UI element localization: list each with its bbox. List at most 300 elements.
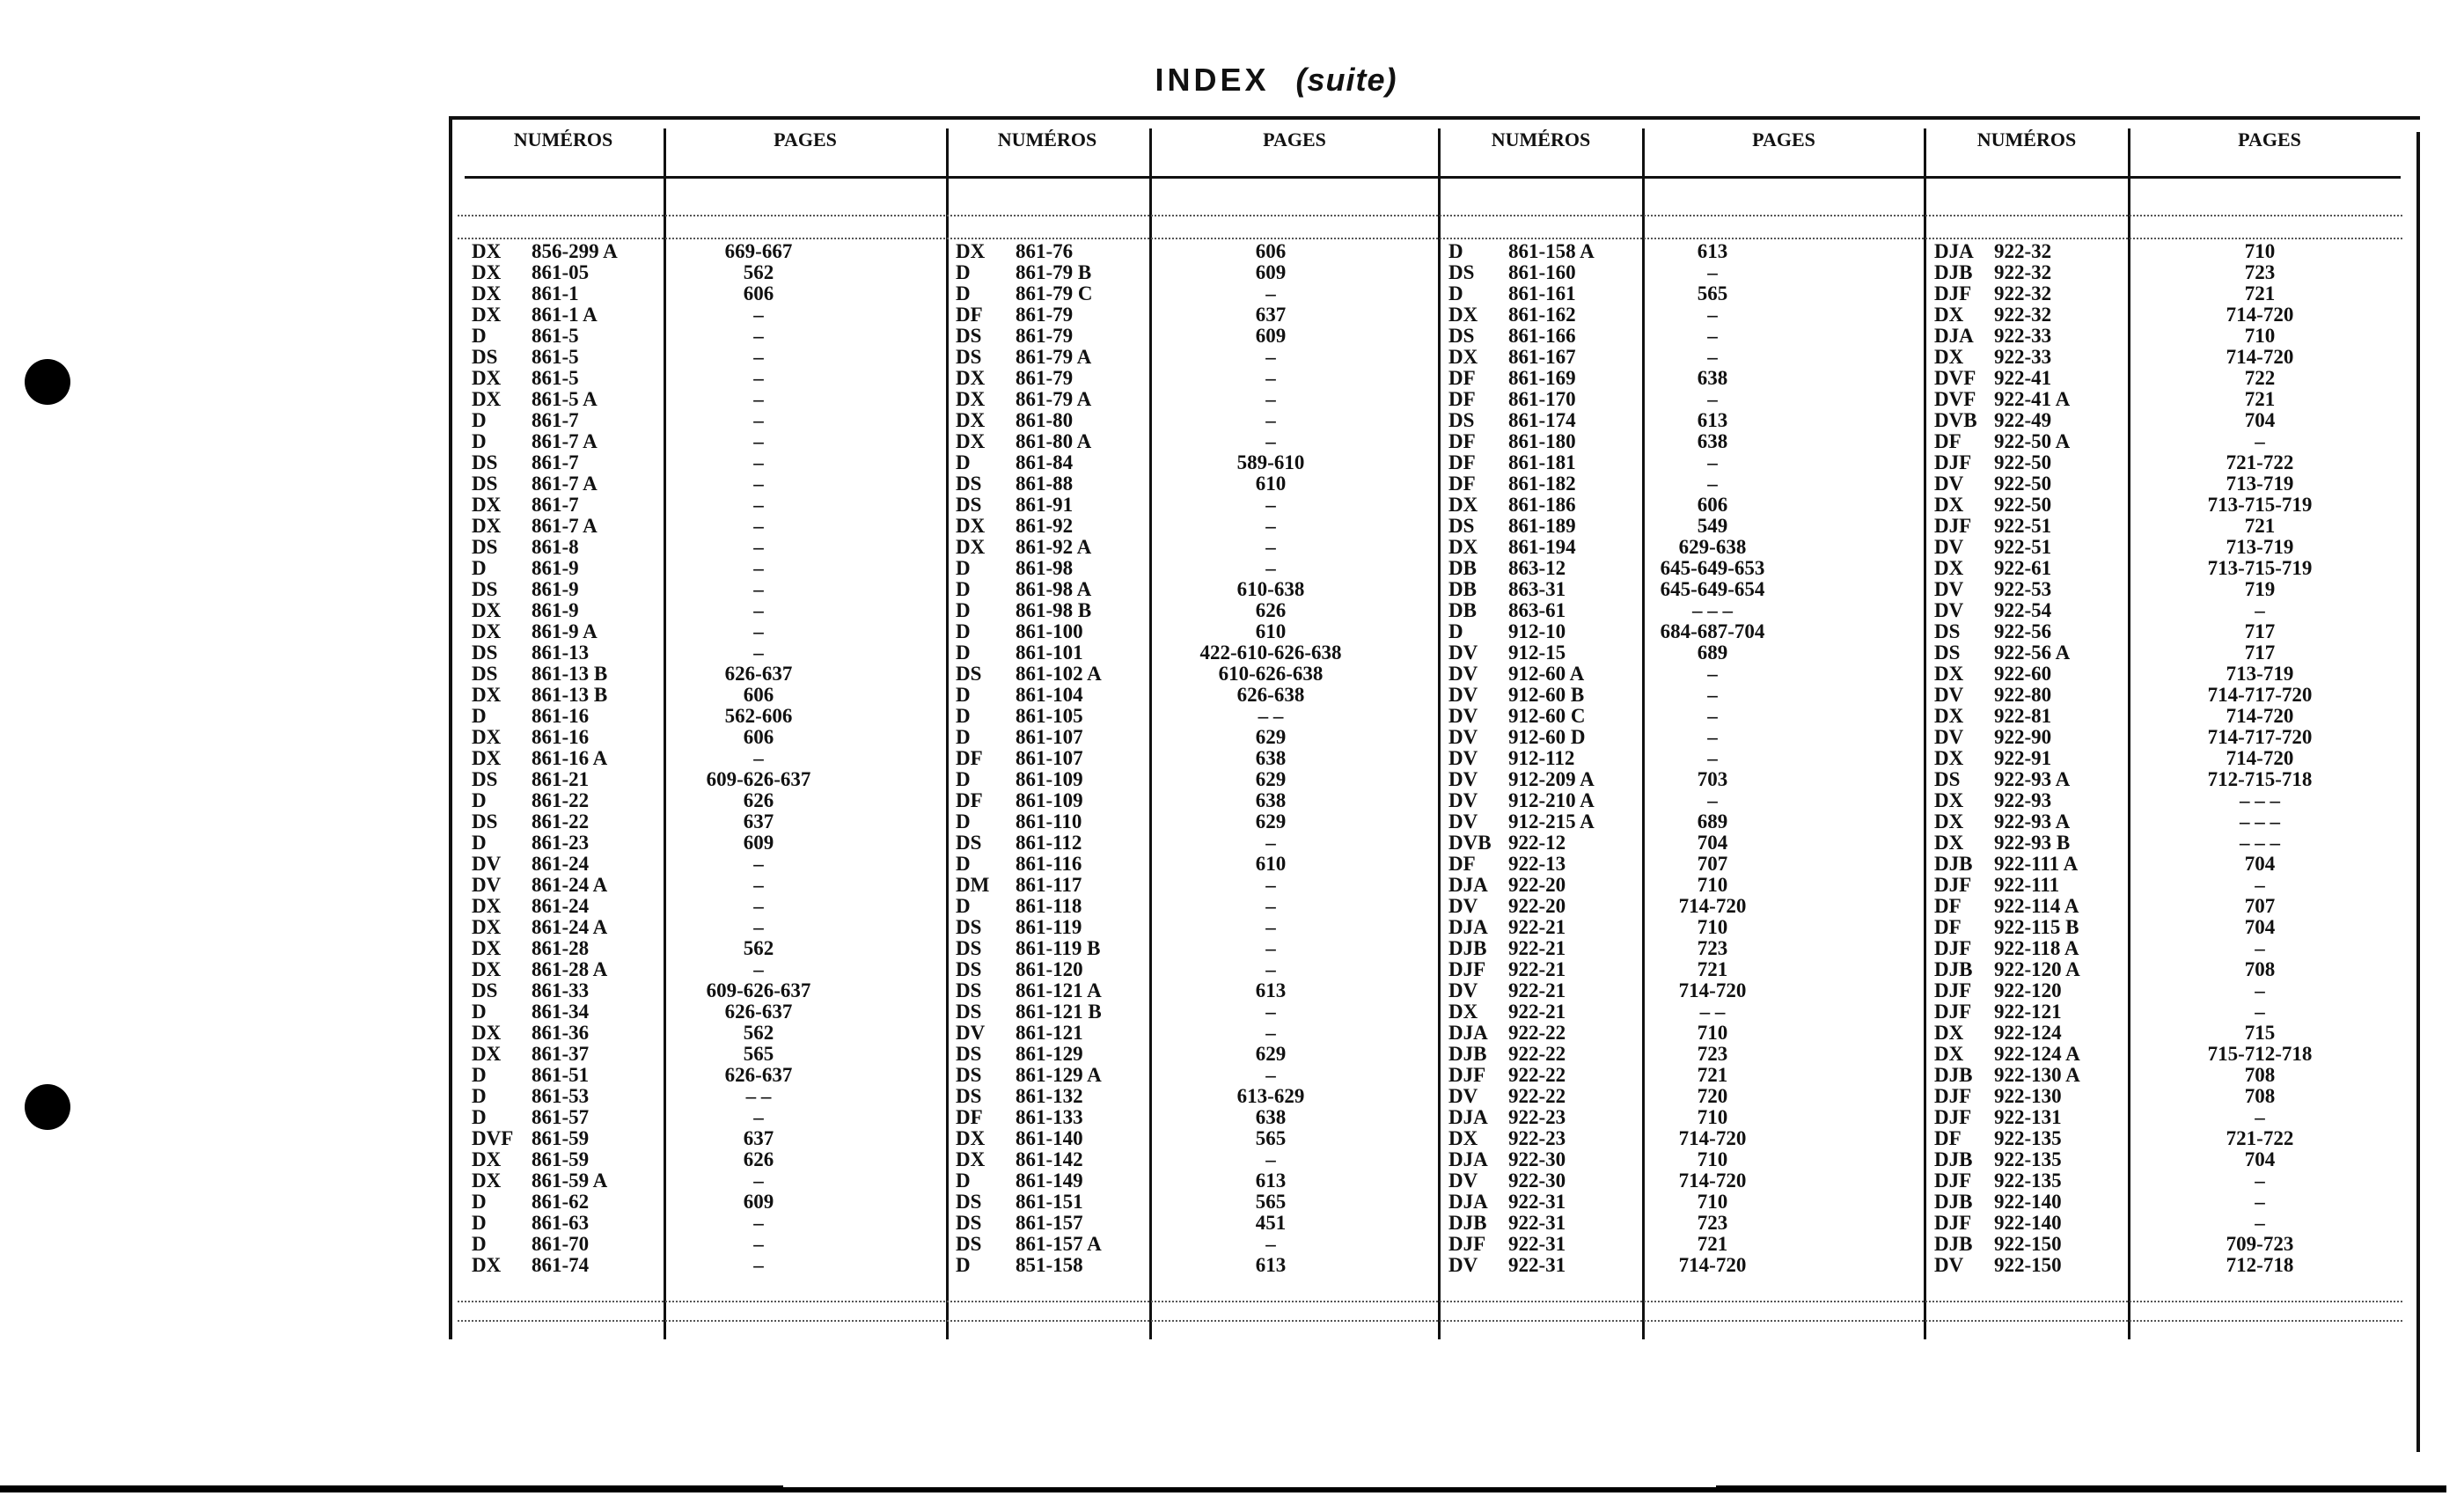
index-pages: 714-720 bbox=[2226, 346, 2294, 368]
index-number: 861-121 A bbox=[1016, 979, 1102, 1001]
index-row bbox=[1934, 410, 2409, 431]
index-row bbox=[1448, 642, 1924, 664]
index-pages: 562-606 bbox=[724, 705, 793, 727]
index-column-1 bbox=[472, 241, 947, 1276]
index-number: 861-79 bbox=[1016, 304, 1074, 326]
index-row bbox=[1934, 283, 2409, 304]
index-row bbox=[956, 1234, 1431, 1255]
index-number: 912-60 C bbox=[1508, 705, 1586, 727]
index-prefix: DF bbox=[1934, 895, 1962, 917]
index-number: 861-34 bbox=[532, 1001, 590, 1023]
index-number: 922-21 bbox=[1508, 958, 1566, 980]
index-pages: 606 bbox=[1255, 240, 1287, 262]
index-pages: – bbox=[2255, 1191, 2265, 1213]
index-number: 922-60 bbox=[1994, 663, 2052, 685]
index-row bbox=[1934, 685, 2409, 706]
index-number: 861-7 bbox=[532, 451, 579, 473]
index-pages: – bbox=[1707, 304, 1718, 326]
index-row bbox=[956, 1065, 1431, 1086]
index-pages: – bbox=[1265, 346, 1276, 368]
index-row bbox=[956, 452, 1431, 473]
index-prefix: DS bbox=[956, 958, 982, 980]
table-top-rule bbox=[449, 116, 2420, 120]
index-pages: 713-719 bbox=[2226, 473, 2294, 495]
index-pages: – bbox=[1707, 747, 1718, 769]
index-prefix: D bbox=[1448, 620, 1463, 642]
index-pages: 710 bbox=[2244, 240, 2276, 262]
index-pages: – bbox=[1707, 789, 1718, 811]
index-row bbox=[1448, 600, 1924, 621]
index-number: 922-12 bbox=[1508, 832, 1566, 854]
index-pages: 704 bbox=[2244, 916, 2276, 938]
index-pages: 703 bbox=[1697, 768, 1728, 790]
index-row bbox=[956, 326, 1431, 347]
index-pages: – – – bbox=[2240, 789, 2280, 811]
index-pages: 629 bbox=[1255, 810, 1287, 832]
index-pages: – bbox=[753, 1233, 764, 1255]
index-number: 861-182 bbox=[1508, 473, 1576, 495]
index-pages: 720 bbox=[1697, 1085, 1728, 1107]
header-rule bbox=[465, 176, 2401, 179]
index-number: 861-162 bbox=[1508, 304, 1576, 326]
index-prefix: DS bbox=[472, 346, 498, 368]
index-prefix: DF bbox=[1448, 430, 1476, 452]
index-pages: – bbox=[753, 958, 764, 980]
index-number: 861-189 bbox=[1508, 515, 1576, 537]
index-number: 922-21 bbox=[1508, 937, 1566, 959]
index-pages: 713-715-719 bbox=[2207, 494, 2313, 516]
index-pages: 626-637 bbox=[724, 1001, 793, 1023]
index-row bbox=[1934, 811, 2409, 832]
index-prefix: DF bbox=[1934, 1127, 1962, 1149]
index-prefix: DX bbox=[956, 240, 986, 262]
index-row bbox=[1934, 368, 2409, 389]
index-number: 922-118 A bbox=[1994, 937, 2079, 959]
index-number: 861-109 bbox=[1016, 768, 1083, 790]
index-prefix: DS bbox=[956, 663, 982, 685]
index-pages: – bbox=[753, 430, 764, 452]
index-row bbox=[956, 241, 1431, 262]
index-prefix: DX bbox=[1448, 1127, 1478, 1149]
index-row bbox=[472, 727, 947, 748]
index-number: 861-13 B bbox=[532, 663, 608, 685]
index-pages: – bbox=[1265, 557, 1276, 579]
index-prefix: DJA bbox=[1448, 1022, 1488, 1044]
index-prefix: D bbox=[956, 578, 971, 600]
index-row bbox=[1934, 1086, 2409, 1107]
index-prefix: DX bbox=[1934, 1043, 1964, 1065]
index-prefix: D bbox=[956, 261, 971, 283]
index-pages: – bbox=[753, 409, 764, 431]
index-prefix: DX bbox=[1934, 557, 1964, 579]
index-row bbox=[472, 558, 947, 579]
index-number: 861-5 bbox=[532, 346, 579, 368]
index-prefix: DX bbox=[1934, 747, 1964, 769]
index-pages: 714-717-720 bbox=[2207, 684, 2313, 706]
dotted-rule bbox=[458, 238, 2402, 239]
index-number: 861-169 bbox=[1508, 367, 1576, 389]
index-number: 922-20 bbox=[1508, 895, 1566, 917]
index-prefix: DJF bbox=[1934, 979, 1972, 1001]
index-prefix: DS bbox=[1448, 515, 1475, 537]
index-pages: 626-638 bbox=[1236, 684, 1305, 706]
index-prefix: D bbox=[956, 895, 971, 917]
index-row bbox=[956, 579, 1431, 600]
index-row bbox=[1934, 769, 2409, 790]
index-number: 851-158 bbox=[1016, 1254, 1083, 1276]
index-row bbox=[1448, 283, 1924, 304]
index-number: 861-151 bbox=[1016, 1191, 1083, 1213]
index-prefix: DX bbox=[956, 367, 986, 389]
index-number: 861-140 bbox=[1016, 1127, 1083, 1149]
index-pages: 565 bbox=[1255, 1127, 1287, 1149]
index-prefix: DX bbox=[1448, 1001, 1478, 1023]
index-row bbox=[472, 389, 947, 410]
index-number: 861-59 bbox=[532, 1127, 590, 1149]
index-row bbox=[1934, 600, 2409, 621]
index-prefix: D bbox=[956, 684, 971, 706]
index-row bbox=[1448, 1149, 1924, 1170]
index-pages: 723 bbox=[1697, 937, 1728, 959]
index-pages: 606 bbox=[743, 684, 774, 706]
index-pages: – bbox=[1265, 937, 1276, 959]
index-row bbox=[1448, 938, 1924, 959]
index-prefix: DV bbox=[1448, 1085, 1478, 1107]
index-number: 861-5 bbox=[532, 325, 579, 347]
index-pages: – bbox=[753, 874, 764, 896]
index-prefix: DF bbox=[956, 304, 983, 326]
index-row bbox=[1448, 389, 1924, 410]
index-number: 861-107 bbox=[1016, 747, 1083, 769]
index-pages: – bbox=[1265, 874, 1276, 896]
index-number: 863-12 bbox=[1508, 557, 1566, 579]
index-pages: 719 bbox=[2244, 578, 2276, 600]
index-number: 861-79 B bbox=[1016, 261, 1092, 283]
index-number: 863-31 bbox=[1508, 578, 1566, 600]
index-number: 922-32 bbox=[1994, 240, 2052, 262]
index-pages: 710 bbox=[1697, 874, 1728, 896]
index-number: 861-116 bbox=[1016, 853, 1082, 875]
index-row bbox=[1934, 1128, 2409, 1149]
index-number: 922-22 bbox=[1508, 1022, 1566, 1044]
index-prefix: DJF bbox=[1934, 1106, 1972, 1128]
index-pages: 609 bbox=[743, 832, 774, 854]
index-pages: 714-720 bbox=[2226, 747, 2294, 769]
index-pages: 626-637 bbox=[724, 663, 793, 685]
index-number: 861-121 B bbox=[1016, 1001, 1102, 1023]
index-pages: 714-720 bbox=[1678, 979, 1747, 1001]
index-pages: 717 bbox=[2244, 620, 2276, 642]
index-prefix: DX bbox=[956, 1148, 986, 1170]
index-number: 912-209 A bbox=[1508, 768, 1595, 790]
index-number: 912-15 bbox=[1508, 642, 1566, 664]
index-prefix: DV bbox=[1448, 684, 1478, 706]
index-row bbox=[1934, 1213, 2409, 1234]
index-number: 861-181 bbox=[1508, 451, 1576, 473]
index-pages: 708 bbox=[2244, 1085, 2276, 1107]
index-number: 922-41 A bbox=[1994, 388, 2071, 410]
index-number: 861-133 bbox=[1016, 1106, 1083, 1128]
index-number: 912-210 A bbox=[1508, 789, 1595, 811]
dotted-rule bbox=[458, 215, 2402, 216]
index-pages: – bbox=[753, 346, 764, 368]
index-row bbox=[472, 959, 947, 980]
index-prefix: DV bbox=[1448, 747, 1478, 769]
index-prefix: DV bbox=[472, 874, 502, 896]
index-row bbox=[472, 706, 947, 727]
index-prefix: DX bbox=[472, 1148, 502, 1170]
index-row bbox=[1934, 896, 2409, 917]
index-row bbox=[956, 938, 1431, 959]
index-number: 861-98 A bbox=[1016, 578, 1092, 600]
index-pages: 613 bbox=[1697, 240, 1728, 262]
index-row bbox=[1934, 1192, 2409, 1213]
index-prefix: DJB bbox=[1448, 1043, 1487, 1065]
index-prefix: DF bbox=[956, 789, 983, 811]
index-number: 861-24 A bbox=[532, 874, 608, 896]
index-row bbox=[1448, 241, 1924, 262]
index-prefix: DS bbox=[956, 473, 982, 495]
index-pages: – bbox=[753, 515, 764, 537]
index-pages: – – – bbox=[2240, 810, 2280, 832]
index-row bbox=[1448, 473, 1924, 495]
index-prefix: DVF bbox=[1934, 388, 1976, 410]
index-prefix: DF bbox=[1448, 388, 1476, 410]
index-pages: – – – bbox=[1692, 599, 1733, 621]
index-row bbox=[956, 685, 1431, 706]
index-prefix: DX bbox=[1934, 663, 1964, 685]
index-pages: 610 bbox=[1255, 473, 1287, 495]
index-prefix: DJB bbox=[1934, 853, 1973, 875]
index-row bbox=[1448, 326, 1924, 347]
index-row bbox=[956, 1023, 1431, 1044]
index-pages: 721 bbox=[1697, 1233, 1728, 1255]
index-pages: – bbox=[1265, 282, 1276, 304]
header-numeros-2: NUMÉROS bbox=[997, 128, 1097, 150]
index-pages: 721-722 bbox=[2226, 1127, 2294, 1149]
index-row bbox=[1448, 1023, 1924, 1044]
index-prefix: D bbox=[1448, 282, 1463, 304]
index-row bbox=[472, 1086, 947, 1107]
index-prefix: DJB bbox=[1934, 261, 1973, 283]
index-row bbox=[956, 473, 1431, 495]
index-prefix: DJF bbox=[1934, 1085, 1972, 1107]
index-prefix: DX bbox=[472, 515, 502, 537]
index-prefix: DS bbox=[472, 451, 498, 473]
index-number: 861-7 bbox=[532, 409, 579, 431]
index-prefix: DJF bbox=[1448, 958, 1486, 980]
index-pages: – bbox=[753, 494, 764, 516]
index-number: 922-135 bbox=[1994, 1127, 2062, 1149]
index-row bbox=[1448, 1044, 1924, 1065]
index-prefix: D bbox=[956, 726, 971, 748]
index-row bbox=[1448, 748, 1924, 769]
index-pages: 638 bbox=[1255, 789, 1287, 811]
index-number: 922-130 A bbox=[1994, 1064, 2080, 1086]
index-pages: – bbox=[753, 304, 764, 326]
index-pages: 707 bbox=[2244, 895, 2276, 917]
header-pages-3: PAGES bbox=[1752, 128, 1815, 150]
index-number: 861-80 bbox=[1016, 409, 1074, 431]
index-number: 861-24 A bbox=[532, 916, 608, 938]
index-row bbox=[956, 389, 1431, 410]
index-number: 922-115 B bbox=[1994, 916, 2079, 938]
index-row bbox=[1934, 389, 2409, 410]
index-pages: – bbox=[1707, 261, 1718, 283]
index-number: 861-9 bbox=[532, 578, 579, 600]
index-pages: 609 bbox=[1255, 261, 1287, 283]
index-pages: – bbox=[753, 388, 764, 410]
index-number: 861-16 bbox=[532, 705, 590, 727]
index-number: 863-61 bbox=[1508, 599, 1566, 621]
index-prefix: DX bbox=[956, 536, 986, 558]
index-number: 861-107 bbox=[1016, 726, 1083, 748]
index-row bbox=[956, 1001, 1431, 1023]
index-row bbox=[472, 917, 947, 938]
index-prefix: DX bbox=[472, 1043, 502, 1065]
index-pages: 613-629 bbox=[1236, 1085, 1305, 1107]
index-prefix: DV bbox=[1934, 599, 1964, 621]
index-prefix: DVB bbox=[1934, 409, 1977, 431]
index-row bbox=[956, 1044, 1431, 1065]
index-row bbox=[1934, 326, 2409, 347]
index-row bbox=[1448, 980, 1924, 1001]
index-number: 861-21 bbox=[532, 768, 590, 790]
index-pages: 606 bbox=[1697, 494, 1728, 516]
index-prefix: DJF bbox=[1448, 1064, 1486, 1086]
index-row bbox=[1934, 621, 2409, 642]
index-prefix: DS bbox=[956, 1001, 982, 1023]
index-prefix: DJF bbox=[1934, 1170, 1972, 1192]
index-number: 922-114 A bbox=[1994, 895, 2079, 917]
index-pages: 689 bbox=[1697, 642, 1728, 664]
index-row bbox=[1448, 875, 1924, 896]
index-number: 861-1 bbox=[532, 282, 579, 304]
index-number: 922-50 bbox=[1994, 494, 2052, 516]
index-prefix: DJA bbox=[1934, 240, 1974, 262]
index-number: 861-88 bbox=[1016, 473, 1074, 495]
index-row bbox=[472, 875, 947, 896]
index-prefix: D bbox=[472, 832, 487, 854]
index-row bbox=[956, 410, 1431, 431]
index-row bbox=[472, 1192, 947, 1213]
index-prefix: DV bbox=[1448, 979, 1478, 1001]
index-row bbox=[1934, 727, 2409, 748]
page-title bbox=[0, 62, 2464, 99]
index-prefix: DVB bbox=[1448, 832, 1492, 854]
index-prefix: DX bbox=[1448, 536, 1478, 558]
index-row bbox=[472, 516, 947, 537]
index-number: 861-194 bbox=[1508, 536, 1576, 558]
index-number: 922-150 bbox=[1994, 1233, 2062, 1255]
index-row bbox=[472, 579, 947, 600]
index-prefix: DV bbox=[1448, 1254, 1478, 1276]
index-prefix: DJB bbox=[1934, 958, 1973, 980]
index-number: 861-22 bbox=[532, 789, 590, 811]
index-number: 922-13 bbox=[1508, 853, 1566, 875]
index-number: 861-57 bbox=[532, 1106, 590, 1128]
index-pages: 723 bbox=[1697, 1043, 1728, 1065]
index-row bbox=[472, 790, 947, 811]
index-pages: 562 bbox=[743, 937, 774, 959]
index-pages: – – bbox=[1258, 705, 1284, 727]
index-number: 861-22 bbox=[532, 810, 590, 832]
index-row bbox=[1448, 579, 1924, 600]
index-prefix: DS bbox=[956, 1085, 982, 1107]
index-prefix: DJB bbox=[1448, 937, 1487, 959]
index-prefix: DX bbox=[472, 620, 502, 642]
index-number: 861-79 A bbox=[1016, 346, 1092, 368]
index-prefix: DV bbox=[1448, 663, 1478, 685]
index-row bbox=[1448, 537, 1924, 558]
index-row bbox=[1934, 516, 2409, 537]
index-row bbox=[472, 262, 947, 283]
index-prefix: DS bbox=[1448, 409, 1475, 431]
index-pages: 606 bbox=[743, 726, 774, 748]
index-row bbox=[1934, 558, 2409, 579]
index-pages: – bbox=[753, 1170, 764, 1192]
index-number: 922-31 bbox=[1508, 1233, 1566, 1255]
dotted-rule bbox=[458, 1301, 2402, 1302]
index-number: 861-186 bbox=[1508, 494, 1576, 516]
index-number: 861-28 A bbox=[532, 958, 608, 980]
index-row bbox=[1934, 980, 2409, 1001]
index-prefix: DS bbox=[956, 494, 982, 516]
index-row bbox=[956, 621, 1431, 642]
index-pages: 637 bbox=[743, 810, 774, 832]
index-pages: – bbox=[2255, 937, 2265, 959]
index-number: 922-32 bbox=[1994, 261, 2052, 283]
index-row bbox=[1934, 431, 2409, 452]
index-number: 861-100 bbox=[1016, 620, 1083, 642]
index-prefix: DV bbox=[1448, 895, 1478, 917]
index-pages: 713-719 bbox=[2226, 536, 2294, 558]
index-row bbox=[1934, 1255, 2409, 1276]
index-prefix: DJB bbox=[1934, 1191, 1973, 1213]
header-pages-4: PAGES bbox=[2238, 128, 2301, 150]
index-row bbox=[1448, 706, 1924, 727]
index-number: 861-5 A bbox=[532, 388, 598, 410]
index-row bbox=[956, 1170, 1431, 1192]
index-prefix: DX bbox=[472, 1022, 502, 1044]
index-pages: 589-610 bbox=[1236, 451, 1305, 473]
index-prefix: DJB bbox=[1934, 1233, 1973, 1255]
index-prefix: DJB bbox=[1934, 1064, 1973, 1086]
index-prefix: DX bbox=[472, 1254, 502, 1276]
index-pages: – bbox=[1265, 536, 1276, 558]
index-prefix: DS bbox=[472, 810, 498, 832]
index-pages: – bbox=[753, 367, 764, 389]
index-row bbox=[472, 283, 947, 304]
index-row bbox=[956, 431, 1431, 452]
index-row bbox=[1934, 664, 2409, 685]
index-prefix: DV bbox=[1448, 726, 1478, 748]
index-pages: 645-649-654 bbox=[1660, 578, 1765, 600]
index-pages: 722 bbox=[2244, 367, 2276, 389]
index-pages: – bbox=[753, 642, 764, 664]
index-number: 861-63 bbox=[532, 1212, 590, 1234]
index-number: 861-9 bbox=[532, 599, 579, 621]
index-pages: – bbox=[1707, 663, 1718, 685]
index-pages: 712-715-718 bbox=[2207, 768, 2313, 790]
index-number: 861-7 A bbox=[532, 430, 598, 452]
index-pages: 708 bbox=[2244, 1064, 2276, 1086]
index-number: 861-13 bbox=[532, 642, 590, 664]
index-prefix: DV bbox=[1448, 705, 1478, 727]
index-row bbox=[472, 241, 947, 262]
index-row bbox=[1448, 854, 1924, 875]
index-row bbox=[472, 495, 947, 516]
